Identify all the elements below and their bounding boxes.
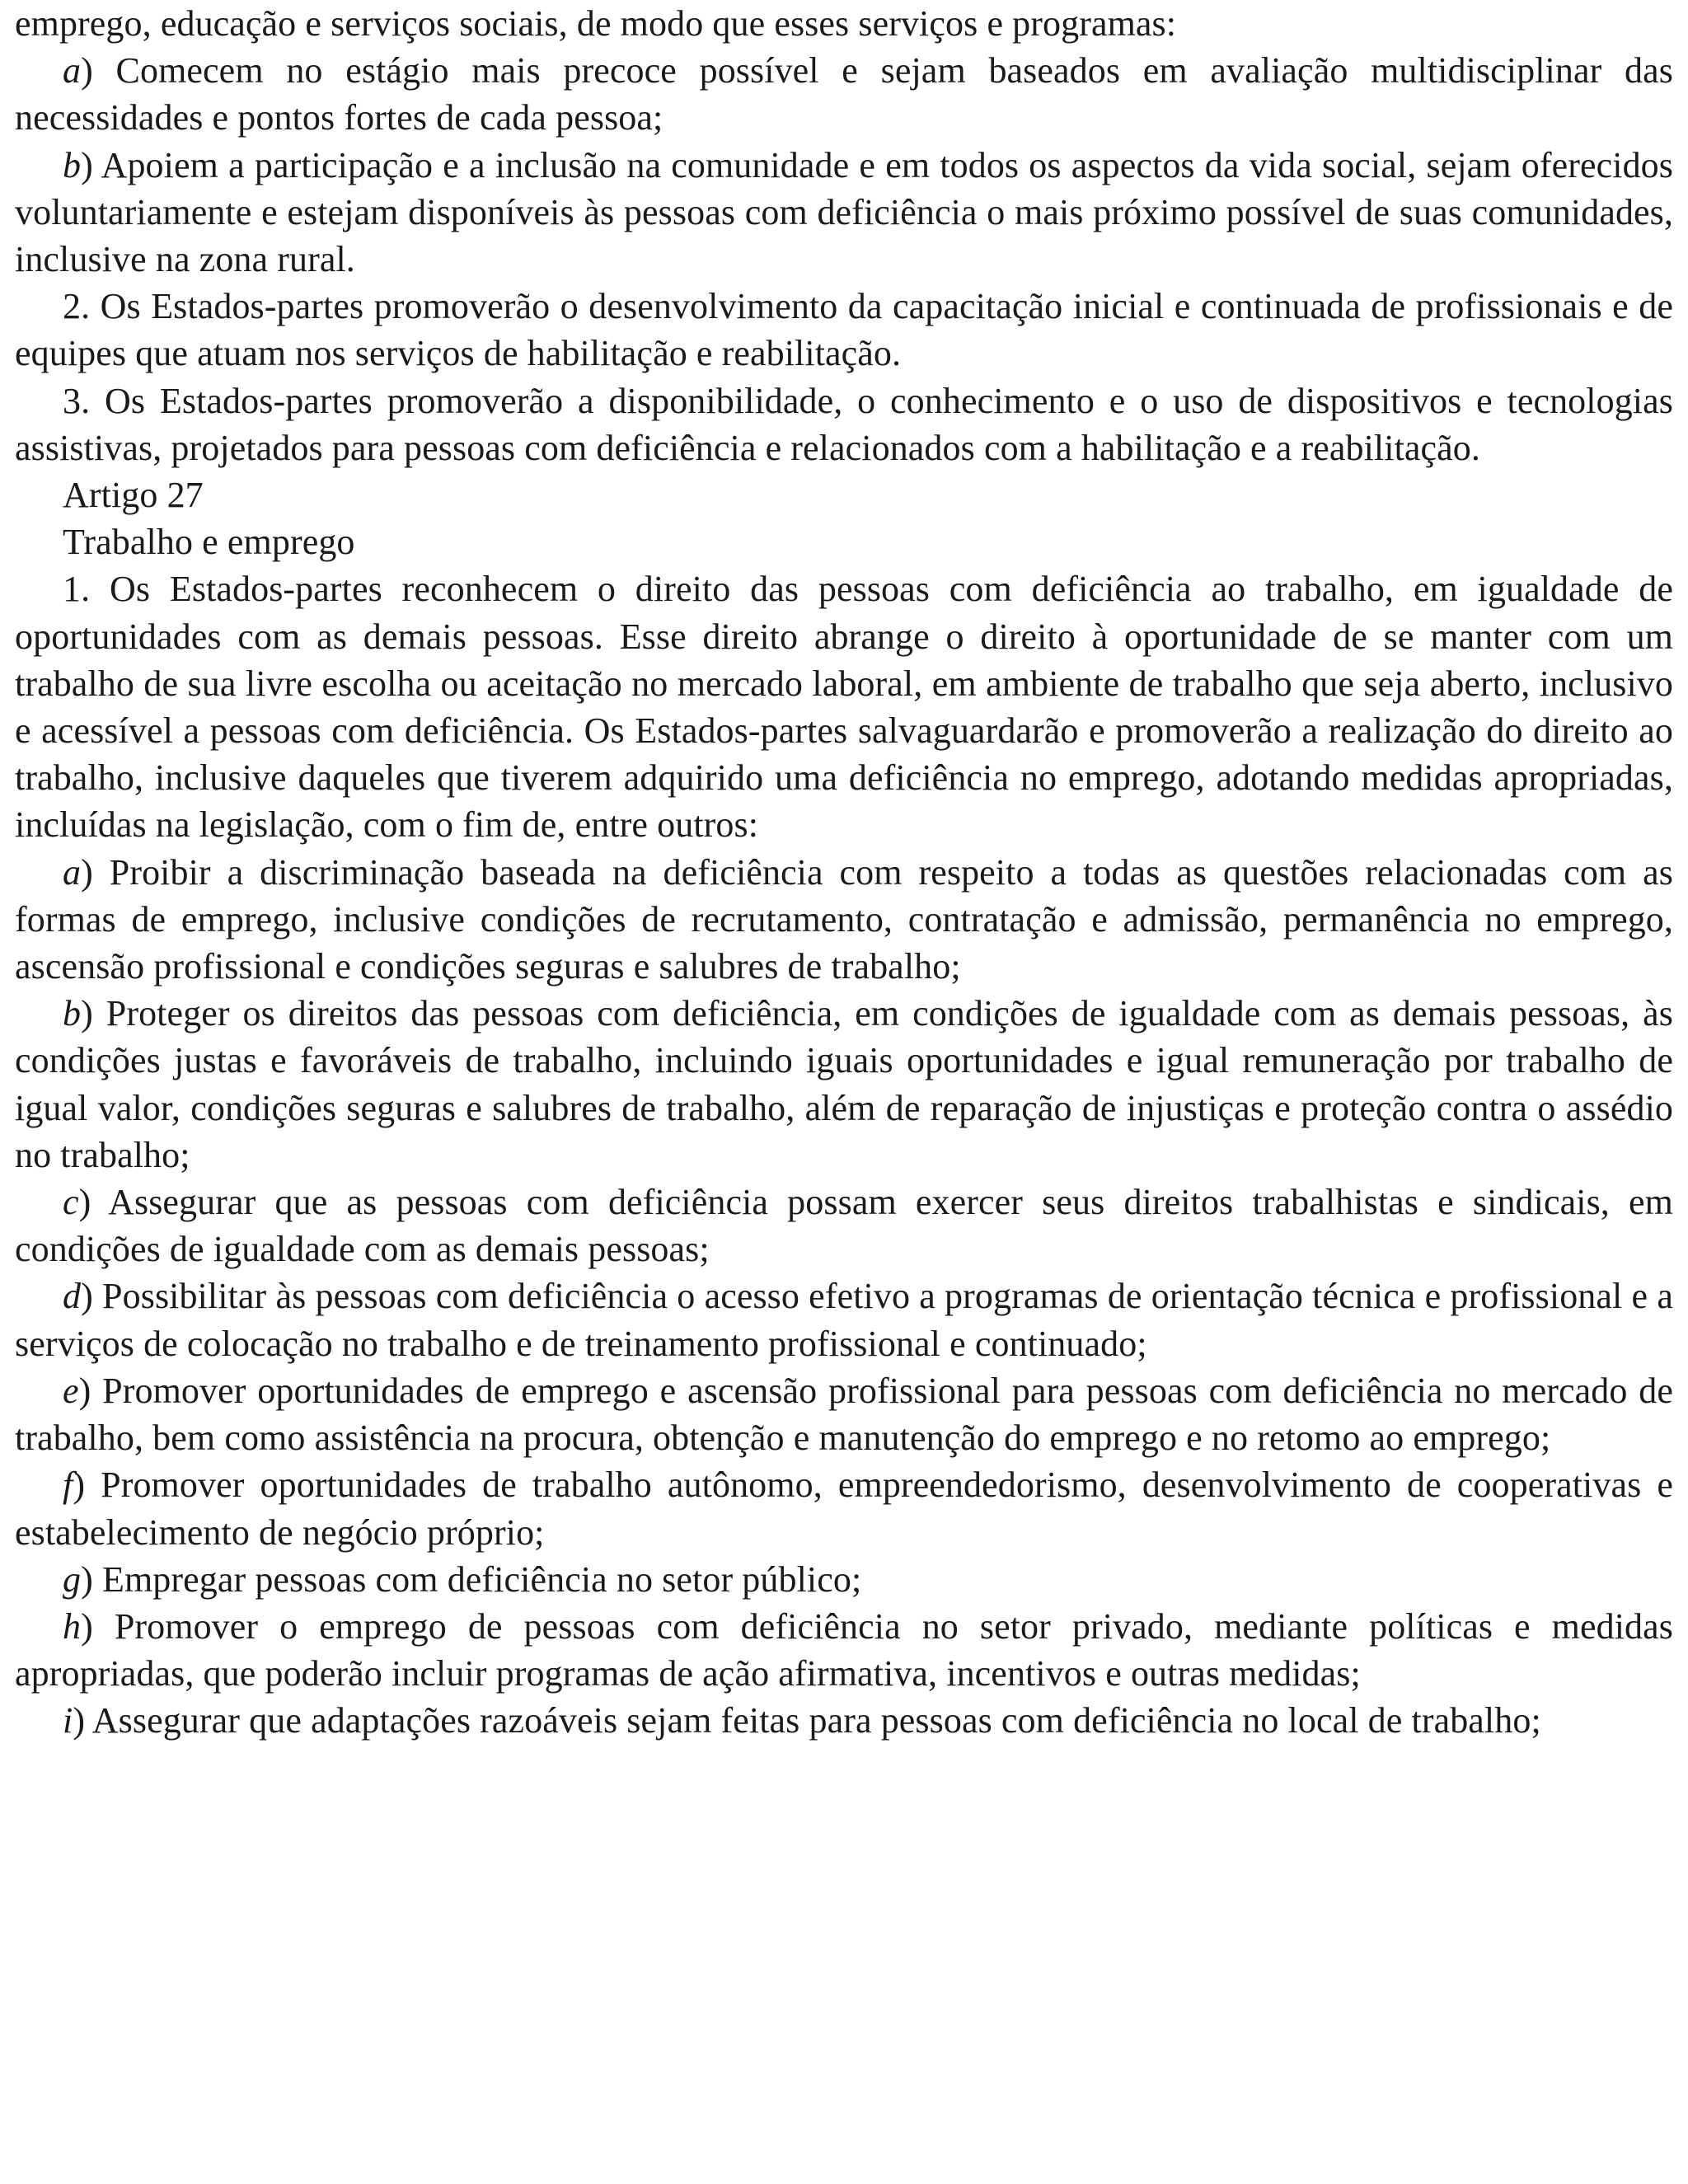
list-item-b: [15, 990, 1673, 1179]
paragraph-text: 3. Os Estados-partes promoverão a disponibilidade, o conhecimento e o uso de dispositivos e tecnologias assistivas, projetados para pessoas com deficiência e relacionados com a habilitação e a reabilitação.: [15, 380, 1673, 468]
list-marker: b: [63, 144, 82, 185]
list-marker: g: [63, 1558, 82, 1600]
list-item-text: ) Promover oportunidades de trabalho autônomo, empreendedorismo, desenvolvimento de cooperativas e estabelecimento de negócio próprio;: [15, 1465, 1673, 1553]
list-marker: c: [63, 1182, 79, 1223]
numbered-paragraph-3: [15, 377, 1673, 471]
list-marker: f: [63, 1465, 73, 1506]
list-item-i: [15, 1697, 1673, 1744]
document-page: [15, 0, 1673, 1745]
list-item-h: [15, 1603, 1673, 1697]
article-title-text: Trabalho e emprego: [63, 522, 355, 563]
paragraph-continuation: [15, 0, 1673, 47]
article-number: [15, 471, 1673, 518]
list-item-text: ) Assegurar que adaptações razoáveis sejam feitas para pessoas com deficiência no local de trabalho;: [73, 1700, 1541, 1741]
paragraph-text: 1. Os Estados-partes reconhecem o direito das pessoas com deficiência ao trabalho, em igualdade de oportunidades com as demais pessoas. Esse direito abrange o direito à oportunidade de se manter com um trabalho de sua livre escolha ou aceitação no mercado laboral, em ambiente de trabalho que seja aberto, inclusivo e acessível a pessoas com deficiência. Os Estados-partes salvaguardarão e promoverão a realização do direito ao trabalho, inclusive daqueles que tiverem adquirido uma deficiência no emprego, adotando medidas apropriadas, incluídas na legislação, com o fim de, entre outros:: [15, 569, 1673, 846]
list-item-f: [15, 1461, 1673, 1555]
list-item-text: ) Comecem no estágio mais precoce possível e sejam baseados em avaliação multidisciplinar das necessidades e pontos fortes de cada pessoa;: [15, 50, 1673, 138]
list-marker: e: [63, 1370, 79, 1411]
list-item-text: ) Possibilitar às pessoas com deficiência o acesso efetivo a programas de orientação técnica e profissional e a serviços de colocação no trabalho e de treinamento profissional e continuado;: [15, 1276, 1673, 1364]
list-item-text: ) Promover o emprego de pessoas com deficiência no setor privado, mediante políticas e medidas apropriadas, que poderão incluir programas de ação afirmativa, incentivos e outras medidas;: [15, 1605, 1673, 1694]
list-marker: a: [63, 50, 82, 91]
article-title: [15, 518, 1673, 565]
list-item-text: ) Empregar pessoas com deficiência no setor público;: [81, 1558, 862, 1600]
list-marker: d: [63, 1276, 82, 1317]
list-marker: b: [63, 993, 82, 1034]
numbered-paragraph-2: [15, 283, 1673, 377]
list-item-text: ) Promover oportunidades de emprego e ascensão profissional para pessoas com deficiência no mercado de trabalho, bem como assistência na procura, obtenção e manutenção do emprego e no retomo ao emprego;: [15, 1370, 1673, 1459]
list-marker: a: [63, 851, 82, 893]
list-item-text: ) Apoiem a participação e a inclusão na comunidade e em todos os aspectos da vida social, sejam oferecidos voluntariamente e estejam disponíveis às pessoas com deficiência o mais próximo possível de suas comunidades, inclusive na zona rural.: [15, 144, 1673, 280]
list-marker: h: [63, 1605, 82, 1647]
list-item-a: [15, 47, 1673, 141]
list-item-e: [15, 1367, 1673, 1461]
list-item-a: [15, 849, 1673, 991]
list-item-b: [15, 142, 1673, 284]
list-item-c: [15, 1179, 1673, 1272]
list-item-text: ) Proteger os direitos das pessoas com deficiência, em condições de igualdade com as demais pessoas, às condições justas e favoráveis de trabalho, incluindo iguais oportunidades e igual remuneração por trabalho de igual valor, condições seguras e salubres de trabalho, além de reparação de injustiças e proteção contra o assédio no trabalho;: [15, 993, 1673, 1175]
list-item-g: [15, 1556, 1673, 1603]
list-marker: i: [63, 1700, 73, 1741]
article-number-text: Artigo 27: [63, 475, 204, 516]
list-item-d: [15, 1272, 1673, 1366]
paragraph-text: 2. Os Estados-partes promoverão o desenvolvimento da capacitação inicial e continuada de profissionais e de equipes que atuam nos serviços de habilitação e reabilitação.: [15, 286, 1673, 374]
list-item-text: ) Assegurar que as pessoas com deficiência possam exercer seus direitos trabalhistas e sindicais, em condições de igualdade com as demais pessoas;: [15, 1182, 1673, 1270]
numbered-paragraph-1: [15, 565, 1673, 848]
list-item-text: ) Proibir a discriminação baseada na deficiência com respeito a todas as questões relacionadas com as formas de emprego, inclusive condições de recrutamento, contratação e admissão, permanência no emprego, ascensão profissional e condições seguras e salubres de trabalho;: [15, 851, 1673, 987]
paragraph-text: emprego, educação e serviços sociais, de modo que esses serviços e programas:: [15, 3, 1177, 44]
